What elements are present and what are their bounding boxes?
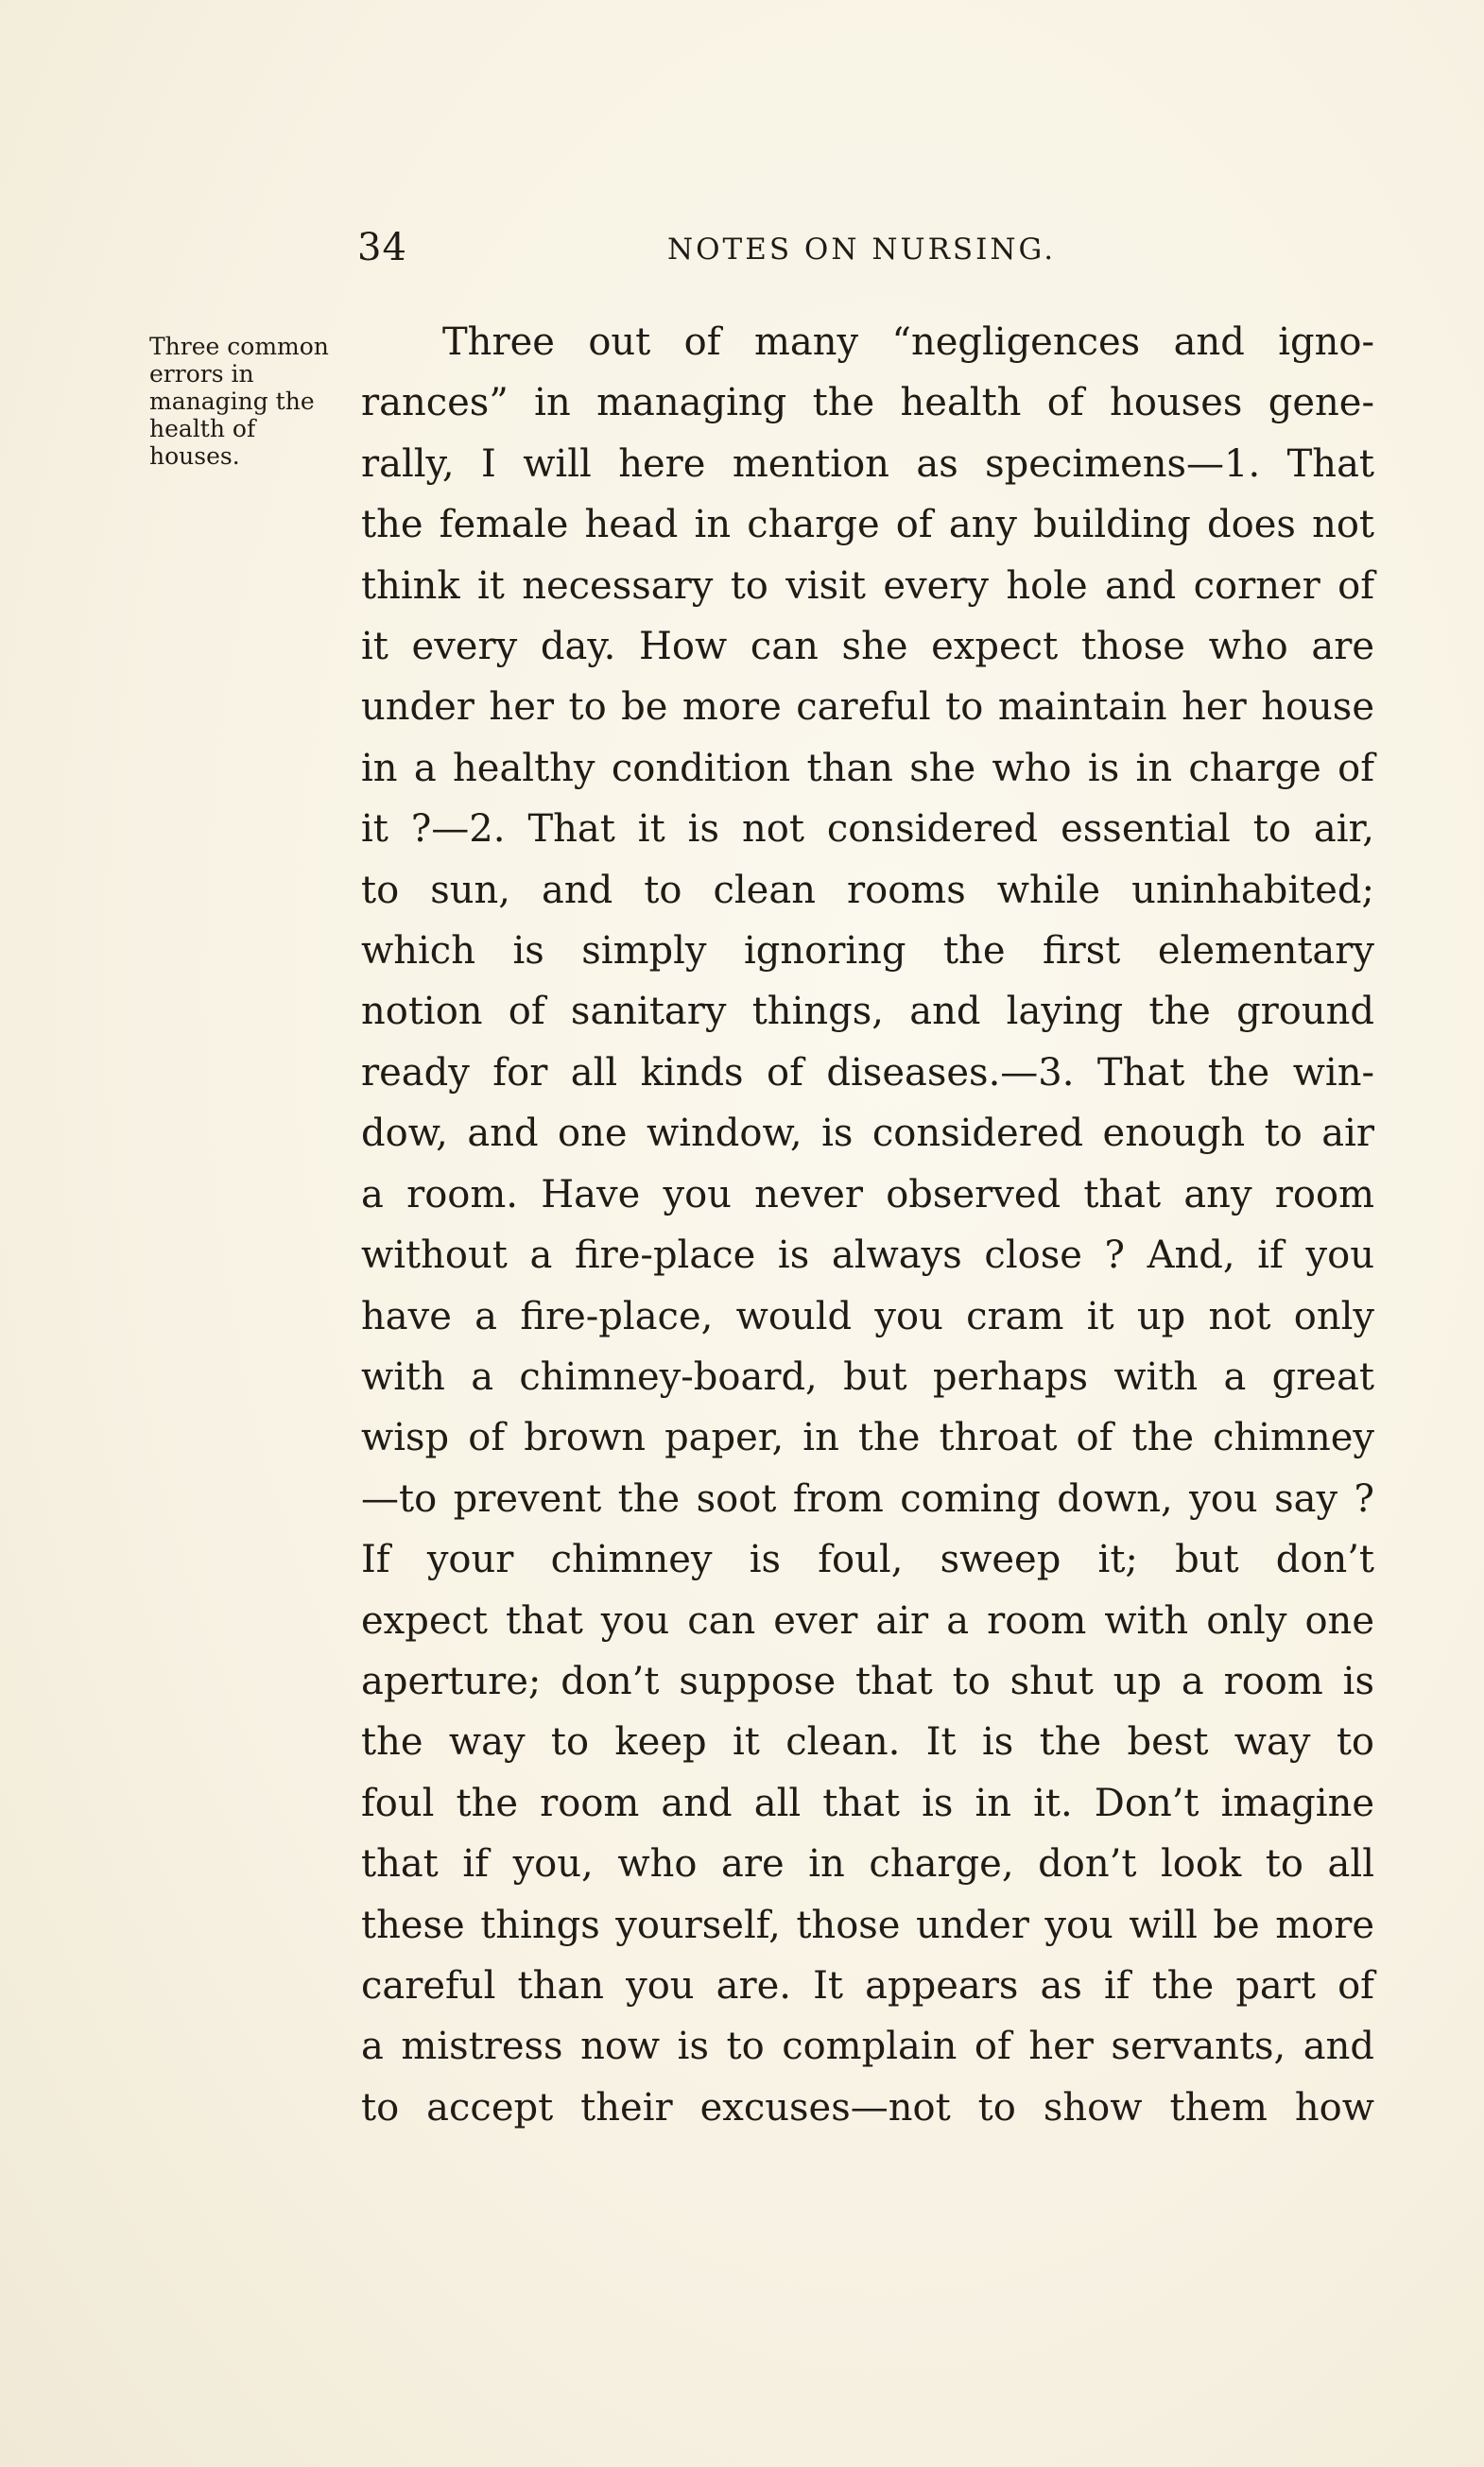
text-line: expect that you can ever air a room with only one [361,1598,1374,1643]
text-line: with a chimney-board, but perhaps with a great [361,1354,1374,1399]
text-line: without a fire-place is always close ? And, if you [361,1234,1374,1278]
text-line: careful than you are. It appears as if the part of [361,1963,1374,2008]
text-line: rally, I will here mention as specimens—1. That [361,441,1374,486]
text-line: rances” in managing the health of houses gene- [361,381,1374,425]
text-line: ready for all kinds of diseases.—3. That the win- [361,1050,1374,1095]
marginal-note-line: health of [149,415,256,442]
marginal-note-line: Three common [149,333,329,360]
text-line: Three out of many “negligences and igno- [442,320,1374,364]
text-line: under her to be more careful to maintain her house [361,685,1374,730]
text-line: a room. Have you never observed that any room [361,1172,1374,1216]
text-line: aperture; don’t suppose that to shut up a room is [361,1659,1374,1703]
text-line: to sun, and to clean rooms while uninhabited; [361,868,1374,912]
page-number: 34 [357,226,407,269]
text-line: If your chimney is foul, sweep it; but don’t [361,1538,1374,1582]
text-line: that if you, who are in charge, don’t look to all [361,1842,1374,1887]
text-line: it ?—2. That it is not considered essential to air, [361,807,1374,852]
marginal-note-line: errors in [149,360,254,388]
marginal-note-line: houses. [149,442,240,470]
text-line: these things yourself, those under you will be more [361,1903,1374,1947]
text-line: the way to keep it clean. It is the best way to [361,1720,1374,1765]
text-line: which is simply ignoring the first elementary [361,929,1374,974]
marginal-note-line: managing the [149,388,315,415]
text-line: in a healthy condition than she who is in charge of [361,746,1374,790]
text-line: it every day. How can she expect those who are [361,625,1374,669]
text-line: dow, and one window, is considered enough to air [361,1112,1374,1156]
text-line: to accept their excuses—not to show them how [361,2085,1374,2130]
text-line: notion of sanitary things, and laying the ground [361,990,1374,1034]
text-line: —to prevent the soot from coming down, you say ? [361,1476,1374,1521]
text-line: wisp of brown paper, in the throat of the chimney [361,1416,1374,1460]
marginal-note [149,333,357,470]
text-line: the female head in charge of any building does not [361,503,1374,547]
text-line: think it necessary to visit every hole and corner of [361,563,1374,608]
body-paragraph [361,312,1374,2138]
running-head: NOTES ON NURSING. [667,233,1057,267]
text-line: a mistress now is to complain of her servants, and [361,2025,1374,2069]
text-line: have a fire-place, would you cram it up not only [361,1294,1374,1338]
text-line: foul the room and all that is in it. Don’t imagine [361,1781,1374,1825]
